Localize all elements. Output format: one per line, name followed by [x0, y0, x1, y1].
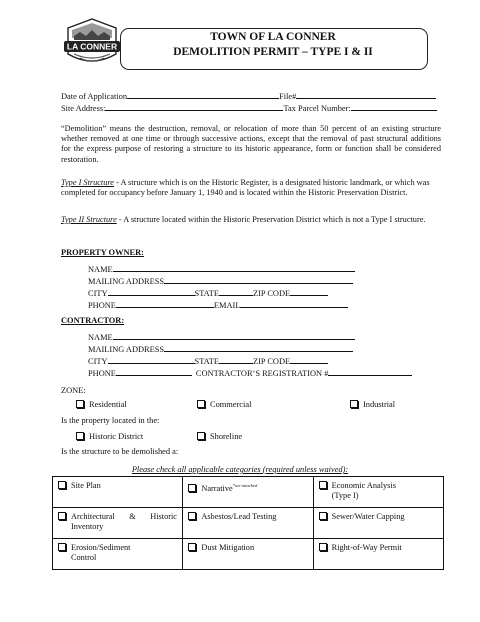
- owner-phone-label: PHONE: [88, 301, 116, 310]
- contractor-registration-label: CONTRACTOR’S REGISTRATION #: [195, 369, 329, 378]
- property-owner-heading: PROPERTY OWNER:: [61, 248, 144, 257]
- location-shoreline-label: Shoreline: [210, 432, 243, 441]
- date-label: Date of Application: [61, 92, 128, 101]
- category-dust-mitigation[interactable]: [183, 539, 313, 570]
- type1-text: - A structure which is on the Historic Register, is a designated historic landmark, or which was completed for occupancy before January 1, 1940 and is located within the Historic Preservation District.: [61, 178, 430, 198]
- file-field[interactable]: [296, 90, 436, 99]
- type2-text: - A structure located within the Historic Preservation District which is not a Type I structure.: [116, 215, 426, 224]
- owner-mailing-label: MAILING ADDRESS: [88, 277, 165, 286]
- owner-zip-field[interactable]: [290, 287, 328, 296]
- category-label: Sewer/Water Capping: [331, 512, 405, 521]
- contractor-mailing-label: MAILING ADDRESS: [88, 345, 165, 354]
- owner-name-field[interactable]: [113, 263, 355, 272]
- type1-definition: [61, 178, 441, 198]
- parcel-field[interactable]: [351, 102, 437, 111]
- owner-name-label: NAME: [88, 265, 113, 274]
- zone-label: ZONE:: [61, 386, 86, 395]
- checkbox-icon[interactable]: [188, 543, 196, 551]
- parcel-label: Tax Parcel Number:: [283, 104, 351, 113]
- category-label: Right-of-Way Permit: [331, 543, 402, 552]
- checkbox-icon[interactable]: [350, 400, 358, 408]
- category-label: Architectural & Historic Inventory: [71, 512, 177, 531]
- contractor-zip-field[interactable]: [290, 355, 328, 364]
- table-row: [53, 477, 444, 508]
- zone-commercial-label: Commercial: [210, 400, 252, 409]
- category-label: Economic Analysis (Type I): [331, 481, 396, 500]
- narrative-note: *see attached: [232, 483, 258, 488]
- contractor-phone-label: PHONE: [88, 369, 116, 378]
- date-field[interactable]: [127, 90, 279, 99]
- table-row: [53, 539, 444, 570]
- contractor-name-label: NAME: [88, 333, 113, 342]
- owner-phone-field[interactable]: [116, 299, 214, 308]
- category-label: Site Plan: [71, 481, 101, 490]
- contractor-city-row: [88, 355, 328, 367]
- site-label: Site Address:: [61, 104, 106, 113]
- contractor-state-field[interactable]: [219, 355, 253, 364]
- zone-residential-option[interactable]: [76, 400, 127, 410]
- checkbox-icon[interactable]: [188, 484, 196, 492]
- owner-name-row: [88, 263, 355, 275]
- checkbox-icon[interactable]: [76, 432, 84, 440]
- category-right-of-way[interactable]: [313, 539, 443, 570]
- category-sewer-water[interactable]: [313, 508, 443, 539]
- location-label: Is the property located in the:: [61, 416, 160, 425]
- demolished-label: Is the structure to be demolished a:: [61, 447, 179, 456]
- category-economic-analysis[interactable]: [313, 477, 443, 508]
- categories-instruction-text: Please check all applicable categories (required unless waived):: [131, 465, 349, 474]
- category-asbestos-lead[interactable]: [183, 508, 313, 539]
- site-address-field[interactable]: [105, 102, 283, 111]
- category-label: Asbestos/Lead Testing: [201, 512, 277, 521]
- type1-title: Type I Structure: [61, 178, 114, 187]
- owner-city-label: CITY: [88, 289, 108, 298]
- title-line-1: TOWN OF LA CONNER: [210, 31, 336, 43]
- checkbox-icon[interactable]: [197, 432, 205, 440]
- owner-mailing-field[interactable]: [164, 275, 353, 284]
- type2-title: Type II Structure: [61, 215, 117, 224]
- owner-zip-label: ZIP CODE: [253, 289, 291, 298]
- owner-email-label: EMAIL: [213, 301, 241, 310]
- category-erosion-control[interactable]: [53, 539, 183, 570]
- zone-residential-label: Residential: [89, 400, 127, 409]
- contractor-phone-field[interactable]: [116, 367, 192, 376]
- la-conner-logo: [60, 14, 124, 70]
- owner-city-row: [88, 287, 328, 299]
- location-historic-option[interactable]: [76, 432, 143, 442]
- contractor-zip-label: ZIP CODE: [253, 357, 291, 366]
- location-historic-label: Historic District: [89, 432, 144, 441]
- contractor-phone-row: [88, 367, 412, 379]
- owner-email-field[interactable]: [240, 299, 348, 308]
- table-row: [53, 508, 444, 539]
- zone-commercial-option[interactable]: [197, 400, 251, 410]
- title-line-2: DEMOLITION PERMIT – TYPE I & II: [173, 46, 373, 58]
- categories-table: [52, 476, 444, 570]
- type2-definition: [61, 215, 441, 225]
- category-label: Narrative: [201, 483, 233, 493]
- contractor-name-row: [88, 331, 355, 343]
- contractor-name-field[interactable]: [113, 331, 355, 340]
- checkbox-icon[interactable]: [188, 512, 196, 520]
- contractor-registration-field[interactable]: [328, 367, 412, 376]
- location-shoreline-option[interactable]: [197, 432, 242, 442]
- contractor-state-label: STATE: [194, 357, 219, 366]
- file-label: File#: [279, 92, 297, 101]
- category-label: Erosion/Sediment Control: [71, 543, 131, 562]
- checkbox-icon[interactable]: [58, 512, 66, 520]
- demolition-definition: “Demolition” means the destruction, removal, or relocation of more than 50 percent of an existing structure whether removed at one time or through successive actions, except that the removal of past structural additions for the express purpose of restoring a structure to its historic appearance, form or function shall be considered restoration.: [61, 124, 441, 164]
- checkbox-icon[interactable]: [58, 543, 66, 551]
- site-row: [61, 102, 437, 114]
- category-narrative[interactable]: [183, 477, 313, 508]
- zone-industrial-label: Industrial: [363, 400, 396, 409]
- checkbox-icon[interactable]: [319, 543, 327, 551]
- category-label: Dust Mitigation: [201, 543, 255, 552]
- page-title: [120, 30, 426, 60]
- checkbox-icon[interactable]: [197, 400, 205, 408]
- date-row: [61, 90, 436, 102]
- category-site-plan[interactable]: [53, 477, 183, 508]
- checkbox-icon[interactable]: [76, 400, 84, 408]
- contractor-heading: CONTRACTOR:: [61, 316, 125, 325]
- category-architectural-inventory[interactable]: [53, 508, 183, 539]
- categories-instruction: [0, 465, 480, 475]
- zone-industrial-option[interactable]: [350, 400, 395, 410]
- contractor-mailing-row: [88, 343, 353, 355]
- contractor-mailing-field[interactable]: [164, 343, 353, 352]
- checkbox-icon[interactable]: [319, 481, 327, 489]
- owner-city-field[interactable]: [108, 287, 195, 296]
- owner-state-field[interactable]: [219, 287, 253, 296]
- contractor-city-label: CITY: [88, 357, 108, 366]
- owner-phone-row: [88, 299, 348, 311]
- logo-text: LA CONNER: [66, 41, 118, 52]
- contractor-city-field[interactable]: [108, 355, 195, 364]
- checkbox-icon[interactable]: [319, 512, 327, 520]
- checkbox-icon[interactable]: [58, 481, 66, 489]
- owner-mailing-row: [88, 275, 353, 287]
- owner-state-label: STATE: [194, 289, 219, 298]
